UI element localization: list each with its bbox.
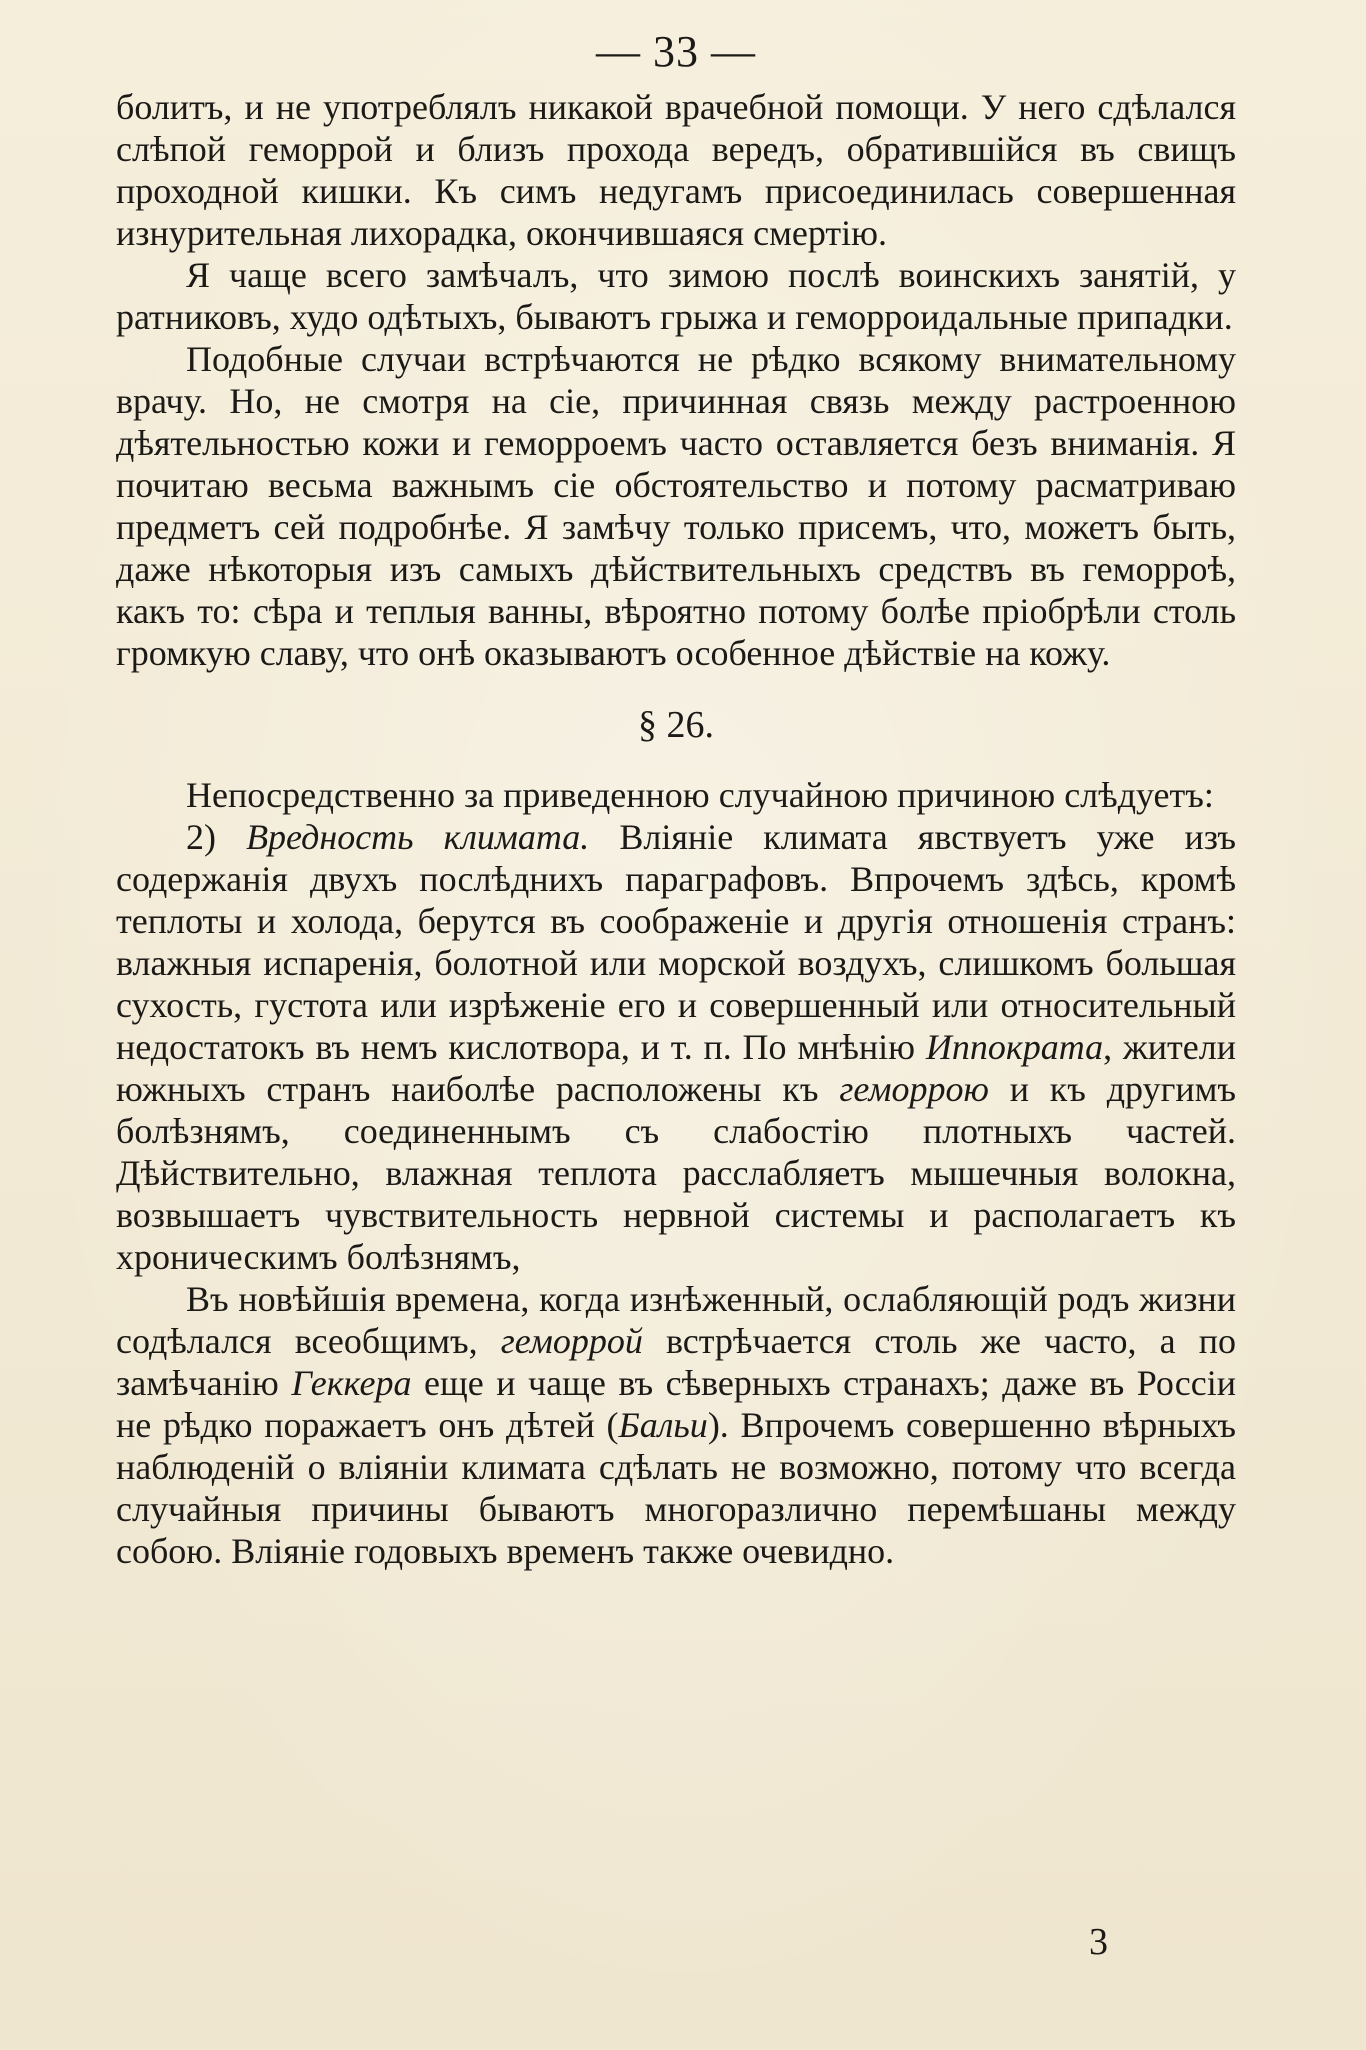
text-run: 2) [186,817,247,857]
text-run: Вліяніе климата явствуетъ уже изъ содержанія двухъ послѣднихъ параграфовъ. Впрочемъ здѣсь, кромѣ теплоты и холода, берутся въ соображеніе и другія отношенія странъ: влажныя испаренія, болотной или морской воздухъ, слишкомъ большая сухость, густота или изрѣженіе его и совершенный или относительный недостатокъ въ немъ кислотвора, и т. п. По мнѣнію [116,817,1236,1067]
body-text-bottom [116,774,1236,1572]
text-run: Въ новѣйшія времена, когда изнѣженный, ослабляющій родъ жизни содѣлался всеобщимъ, [116,1279,1236,1361]
text-run: , жители южныхъ странъ наиболѣе расположены къ [116,1027,1236,1109]
paragraph [116,338,1236,674]
italic-text: геморрою [839,1069,989,1109]
body-text-top [116,86,1236,674]
text-run: и къ другимъ болѣзнямъ, соединеннымъ съ слабостію плотныхъ частей. Дѣйствительно, влажная теплота расслабляетъ мышечныя волокна, возвышаетъ чувствительность нервной системы и располагаетъ къ хроническимъ болѣзнямъ, [116,1069,1237,1277]
paragraph [116,774,1236,816]
italic-text: Бальи [618,1405,708,1445]
paragraph [116,254,1236,338]
italic-text: Геккера [291,1363,412,1403]
text-run: Непосредственно за приведенною случайною причиною слѣдуетъ: [186,775,1214,815]
page-number-header: — 33 — [596,27,756,76]
paragraph [116,86,1236,254]
text-run: Я чаще всего замѣчалъ, что зимою послѣ воинскихъ занятій, у ратниковъ, худо одѣтыхъ, бываютъ грыжа и геморроидальные припадки. [116,255,1236,337]
signature-mark: 3 [1089,1921,1108,1963]
paragraph [116,1278,1236,1572]
text-run: ). Впрочемъ совершенно вѣрныхъ наблюденій о вліяніи климата сдѣлать не возможно, потому что всегда случайныя причины бываютъ многоразлично перемѣшаны между собою. Вліяніе годовыхъ временъ также очевидно. [116,1405,1236,1571]
text-run: встрѣчается столь же часто, а по замѣчанію [116,1321,1237,1403]
text-run: еще и чаще въ сѣверныхъ странахъ; даже въ Россіи не рѣдко поражаетъ онъ дѣтей ( [116,1363,1236,1445]
italic-text: Вредность климата. [246,817,590,857]
italic-text: Иппократа [925,1027,1104,1067]
text-run: болитъ, и не употреблялъ никакой врачебной помощи. У него сдѣлался слѣпой геморрой и близъ прохода вередъ, обратившійся въ свищъ проходной кишки. Къ симъ недугамъ присоединилась совершенная изнурительная лихорадка, окончившаяся смертію. [116,87,1236,253]
paragraph [116,816,1236,1278]
section-heading: § 26. [638,704,714,746]
italic-text: геморрой [500,1321,643,1361]
text-run: Подобные случаи встрѣчаются не рѣдко всякому внимательному врачу. Но, не смотря на сіе, причинная связь между растроенною дѣятельностью кожи и геморроемъ часто оставляется безъ вниманія. Я почитаю весьма важнымъ сіе обстоятельство и потому расматриваю предметъ сей подробнѣе. Я замѣчу только присемъ, что, можетъ быть, даже нѣкоторыя изъ самыхъ дѣйствительныхъ средствъ въ геморроѣ, какъ то: сѣра и теплыя ванны, вѣроятно потому болѣе пріобрѣли столь громкую славу, что онѣ оказываютъ особенное дѣйствіе на кожу. [116,339,1236,673]
